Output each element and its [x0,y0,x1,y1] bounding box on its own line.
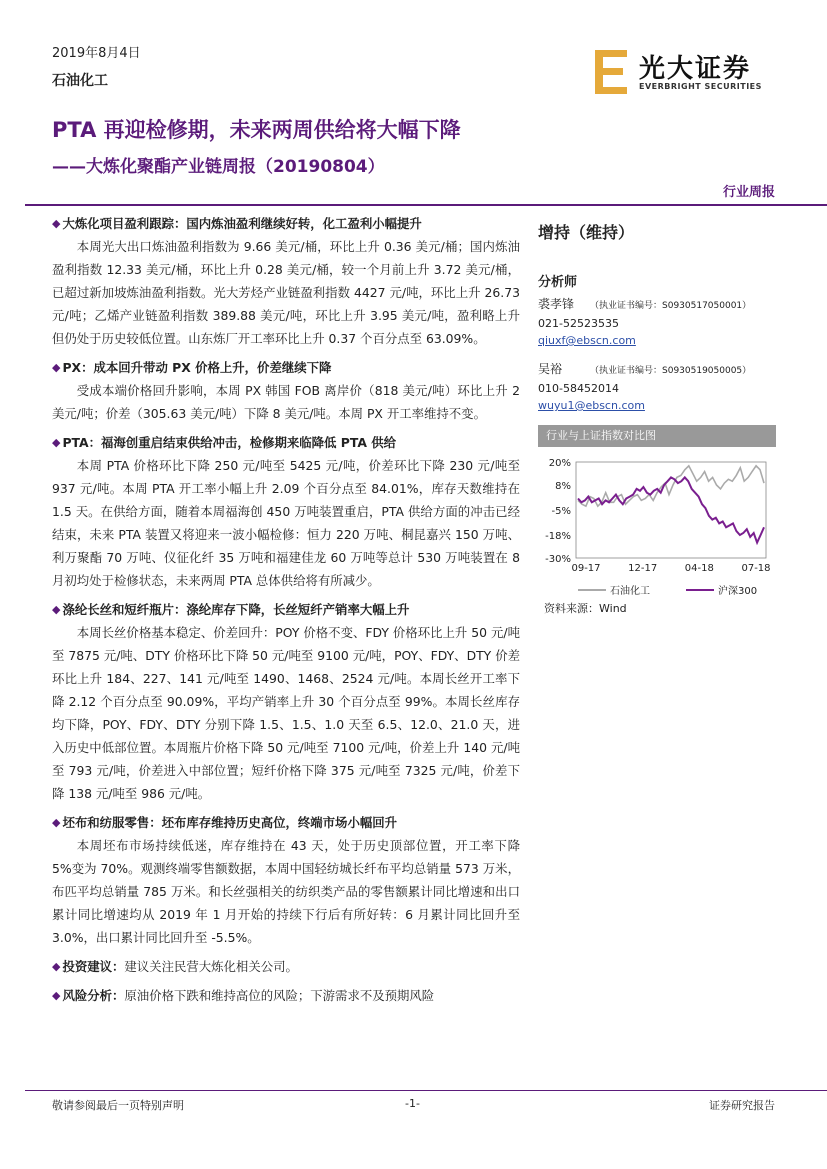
diamond-bullet-icon: ◆ [52,436,61,449]
rating: 增持（维持） [538,223,635,242]
diamond-bullet-icon: ◆ [52,217,61,230]
section-body: 本周坯布市场持续低迷，库存维持在 43 天，处于历史顶部位置，开工率下降 5%变为 70%。观测终端零售额数据，本周中国轻纺城长纤布平均总销量 573 万米，布匹平均总销量 785 万米。和长丝强相关的纺织类产品的零售额累计同比增速和出口累计同比增速均从 2019 年 1 月开始的持续下行后有所好转：6 月累计同比回升至 3.0%，出口累计同比回升至 -5.5%。 [52,838,520,945]
section-px [52,356,520,425]
analyst-name: 裘孝锋 [538,297,575,311]
sidebar [538,220,778,414]
section-heading: 大炼化项目盈利跟踪：国内炼油盈利继续好转，化工盈利小幅提升 [62,216,422,231]
header-divider [25,204,827,206]
analyst-email-link[interactable]: qiuxf@ebscn.com [538,334,636,347]
y-tick-label: -18% [545,530,571,542]
section-body: 受成本端价格回升影响，本周 PX 韩国 FOB 离岸价（818 美元/吨）环比上升 2 美元/吨；价差（305.63 美元/吨）下降 8 美元/吨。本周 PX 开工率维持不变。 [52,383,520,421]
analyst-email-link[interactable]: wuyu1@ebscn.com [538,399,645,412]
risk-label: 风险分析： [62,988,125,1003]
section-pta [52,431,520,592]
analyst-license: （执业证书编号：S0930519050005） [590,366,752,376]
sector-label: 石油化工 [52,73,108,89]
report-type-tag: 行业周报 [722,185,775,200]
footer-divider [25,1090,827,1091]
x-tick-label: 04-18 [684,563,714,574]
y-tick-label: -30% [545,554,571,565]
y-tick-label: 20% [548,458,571,469]
x-tick-label: 12-17 [628,563,658,574]
section-invest [52,955,520,978]
diamond-bullet-icon: ◆ [52,989,61,1002]
legend-label: 沪深300 [718,586,758,597]
main-content [52,212,520,1013]
report-date: 2019年8月4日 [52,46,141,61]
section-heading: PX：成本回升带动 PX 价格上升，价差继续下降 [62,360,332,375]
page-number: -1- [405,1097,420,1110]
comparison-chart [538,450,778,600]
section-body: 本周长丝价格基本稳定、价差回升：POY 价格不变、FDY 价格环比上升 50 元/吨至 7875 元/吨、DTY 价格环比下降 50 元/吨至 9100 元/吨，POY、FDY、DTY 价差环比上升 184、227、141 元/吨至 1490、1468、2524 元/吨。本周长丝开工率下降 2.12 个百分点至 90.09%，平均产销率上升 30 个百分点至 99%。本周长丝库存均下降，POY、FDY、DTY 分别下降 1.5、1.5、1.0 天至 6.5、12.0、21.0 天，进入历史中低部位置。本周瓶片价格下降 50 元/吨至 7100 元/吨，价差上升 140 元/吨至 793 元/吨，价差进入中部位置；短纤价格下降 375 元/吨至 7325 元/吨，价差下降 138 元/吨至 986 元/吨。 [52,625,520,801]
analyst-phone: 021-52523535 [538,317,619,330]
y-tick-label: 8% [555,481,571,493]
section-heading: 坯布和纺服零售：坯布库存维持历史高位，终端市场小幅回升 [62,815,398,830]
section-risk [52,984,520,1007]
report-title: PTA 再迎检修期，未来两周供给将大幅下降 [52,118,461,142]
analyst-name: 吴裕 [538,362,563,376]
section-heading: 涤纶长丝和短纤瓶片：涤纶库存下降，长丝短纤产销率大幅上升 [62,602,410,617]
series-line-hs300 [578,477,764,542]
diamond-bullet-icon: ◆ [52,603,61,616]
section-refining [52,212,520,350]
risk-text: 原油价格下跌和维持高位的风险；下游需求不及预期风险 [124,988,435,1003]
invest-text: 建议关注民营大炼化相关公司。 [124,959,298,974]
analyst-title: 分析师 [538,275,578,290]
footer-report-type: 证券研究报告 [709,1099,775,1112]
analyst-card [538,296,778,349]
diamond-bullet-icon: ◆ [52,816,61,829]
chart-title: 行业与上证指数对比图 [538,425,776,447]
chart-source: 资料来源：Wind [544,602,627,615]
invest-label: 投资建议： [62,959,125,974]
logo-en-text: EVERBRIGHT SECURITIES [639,82,762,91]
diamond-bullet-icon: ◆ [52,361,61,374]
section-fabric [52,811,520,949]
section-body: 本周光大出口炼油盈利指数为 9.66 美元/桶，环比上升 0.36 美元/桶；国内炼油盈利指数 12.33 美元/桶，环比上升 0.28 美元/桶，较一个月前上升 3.72 美元/桶，已超过新加坡炼油盈利指数。光大芳烃产业链盈利指数 4427 元/吨，环比上升 26.73 元/吨；乙烯产业链盈利指数 389.88 美元/吨，环比上升 3.95 美元/吨，盈利略上升但仍处于历史较低位置。山东炼厂开工率环比上升 0.37 个百分点至 63.09%。 [52,239,520,346]
section-body: 本周 PTA 价格环比下降 250 元/吨至 5425 元/吨，价差环比下降 230 元/吨至 937 元/吨。本周 PTA 开工率小幅上升 2.09 个百分点至 84.01%，库存天数维持在 1.5 天。在供给方面，随着本周福海创 450 万吨装置重启，PTA 供给方面的冲击已经结束，未来 PTA 装置又将迎来一波小幅检修：恒力 220 万吨、桐昆嘉兴 150 万吨、利万聚酯 70 万吨、仪征化纤 35 万吨和福建佳龙 60 万吨等总计 530 万吨装置在 8 月初均处于检修状态，未来两周 PTA 总体供给将有所减少。 [52,458,520,588]
analyst-license: （执业证书编号：S0930517050001） [590,301,752,311]
report-subtitle: ——大炼化聚酯产业链周报（20190804） [52,157,385,177]
x-tick-label: 07-18 [741,563,771,574]
logo-cn-text: 光大证券 [639,54,752,84]
x-tick-label: 09-17 [571,563,601,574]
company-logo [593,48,783,96]
everbright-logo-icon [593,48,631,96]
analyst-phone: 010-58452014 [538,382,619,395]
diamond-bullet-icon: ◆ [52,960,61,973]
footer-disclaimer: 敬请参阅最后一页特别声明 [52,1099,184,1112]
analyst-card [538,361,778,414]
section-polyester [52,598,520,805]
section-heading: PTA：福海创重启结束供给冲击，检修期来临降低 PTA 供给 [62,435,397,450]
legend-label: 石油化工 [610,586,650,597]
y-tick-label: -5% [551,506,571,517]
